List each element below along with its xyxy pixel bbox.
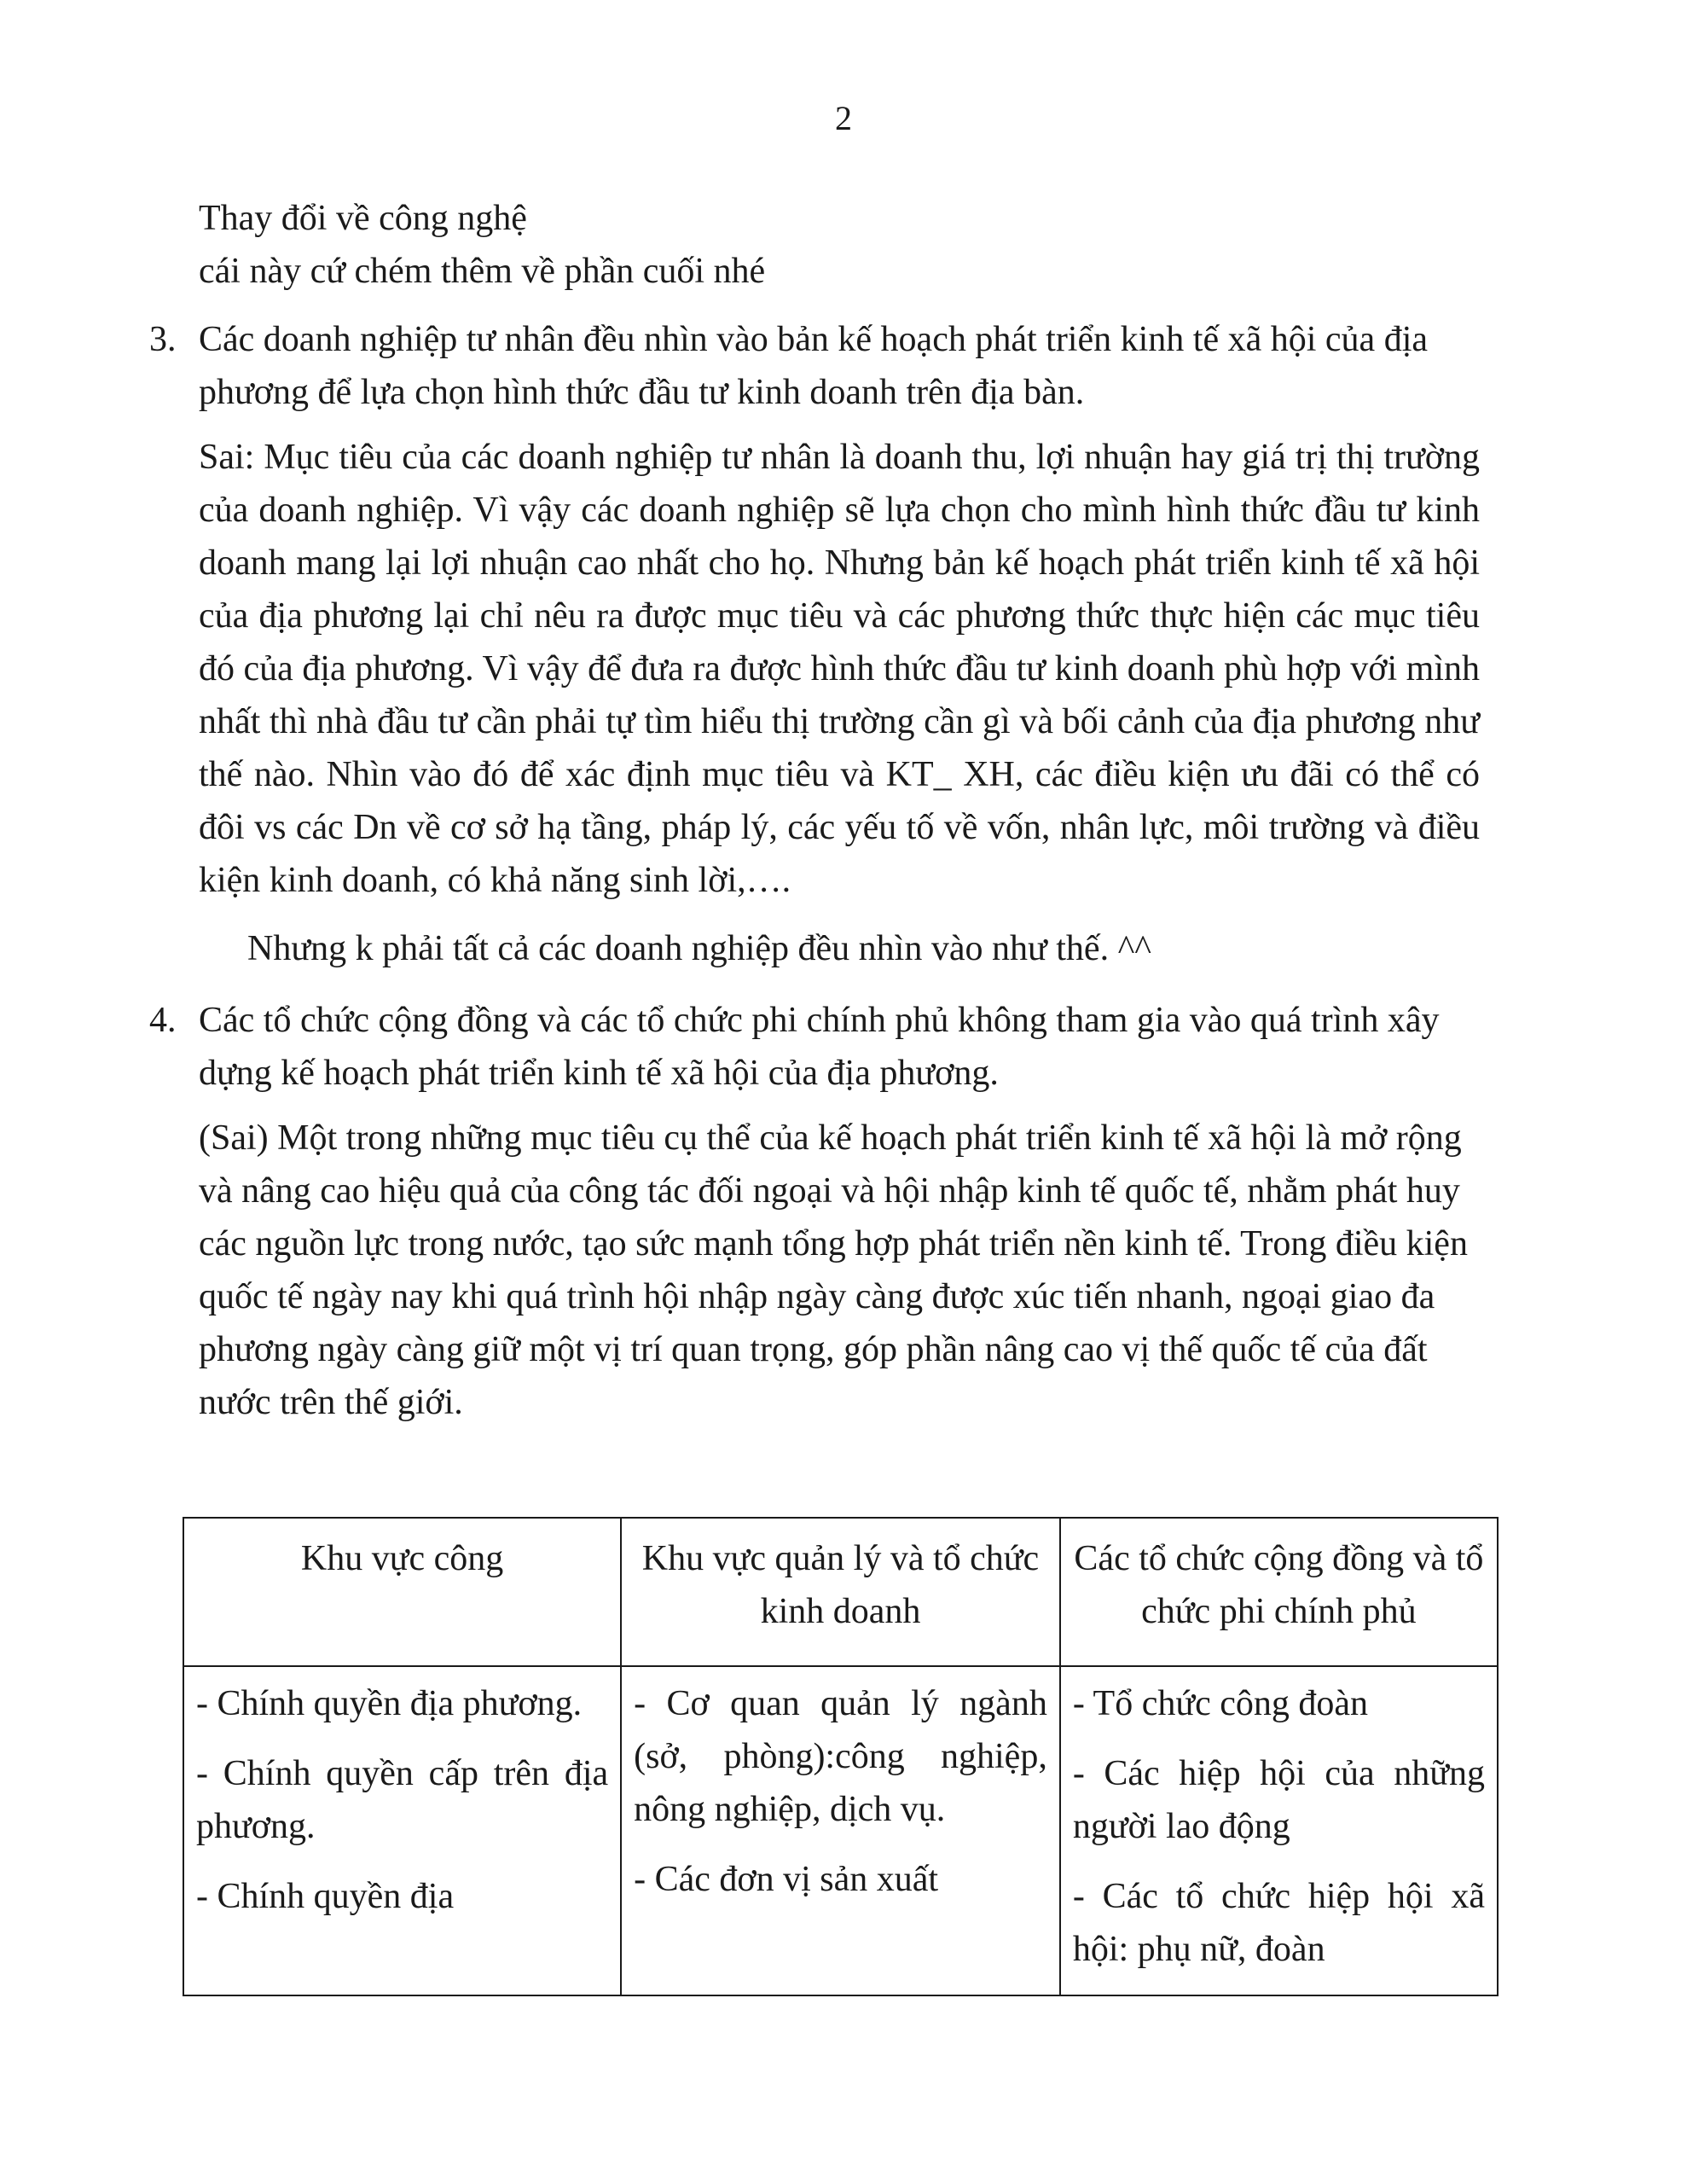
paragraph-note: cái này cứ chém thêm về phần cuối nhé	[199, 252, 766, 291]
cell-public-sector	[183, 1666, 621, 1995]
cell-line: - Chính quyền địa phương.	[196, 1684, 583, 1723]
header-business-sector: Khu vực quản lý và tổ chức kinh doanh	[621, 1518, 1060, 1666]
item-number: 4.	[149, 1001, 177, 1040]
cell-business-sector	[621, 1666, 1060, 1995]
document-body	[149, 192, 1480, 1444]
item-remark: Nhưng k phải tất cả các doanh nghiệp đều nhìn vào như thế. ^^	[247, 929, 1151, 968]
page-number: 2	[835, 99, 852, 137]
table-row	[183, 1666, 1498, 1995]
stakeholder-table	[183, 1517, 1499, 1996]
cell-line: - Chính quyền địa	[196, 1877, 455, 1916]
list-item-3	[149, 313, 1480, 419]
list-item-4	[149, 994, 1480, 1100]
item-statement: Các tổ chức cộng đồng và các tổ chức phi chính phủ không tham gia vào quá trình xây dựng kế hoạch phát triển kinh tế xã hội của địa phương.	[199, 1001, 1440, 1093]
item-answer: Sai: Mục tiêu của các doanh nghiệp tư nhân là doanh thu, lợi nhuận hay giá trị thị trường của doanh nghiệp. Vì vậy các doanh nghiệp sẽ lựa chọn cho mình hình thức đầu tư kinh doanh mang lại lợi nhuận cao nhất cho họ. Nhưng bản kế hoạch phát triển kinh tế xã hội của địa phương lại chỉ nêu ra được mục tiêu và các phương thức thực hiện các mục tiêu đó của địa phương. Vì vậy để đưa ra được hình thức đầu tư kinh doanh phù hợp với mình nhất thì nhà đầu tư cần phải tự tìm hiểu thị trường cần gì và bối cảnh của địa phương như thế nào. Nhìn vào đó để xác định mục tiêu và KT_ XH, các điều kiện ưu đãi có thể có đôi vs các Dn về cơ sở hạ tầng, pháp lý, các yếu tố về vốn, nhân lực, môi trường và điều kiện kinh doanh, có khả năng sinh lời,….	[199, 438, 1480, 900]
item-statement: Các doanh nghiệp tư nhân đều nhìn vào bản kế hoạch phát triển kinh tế xã hội của địa phương để lựa chọn hình thức đầu tư kinh doanh trên địa bàn.	[199, 320, 1429, 412]
cell-line: - Các đơn vị sản xuất	[634, 1860, 939, 1899]
table-header-row	[183, 1518, 1498, 1666]
cell-line: - Chính quyền cấp trên địa phương.	[196, 1754, 609, 1846]
header-community-ngo: Các tổ chức cộng đồng và tổ chức phi chính phủ	[1060, 1518, 1498, 1666]
cell-community-ngo	[1060, 1666, 1498, 1995]
item-answer: (Sai) Một trong những mục tiêu cụ thể của kế hoạch phát triển kinh tế xã hội là mở rộng và nâng cao hiệu quả của công tác đối ngoại và hội nhập kinh tế quốc tế, nhằm phát huy các nguồn lực trong nước, tạo sức mạnh tổng hợp phát triển nền kinh tế. Trong điều kiện quốc tế ngày nay khi quá trình hội nhập ngày càng được xúc tiến nhanh, ngoại giao đa phương ngày càng giữ một vị trí quan trọng, góp phần nâng cao vị thế quốc tế của đất nước trên thế giới.	[199, 1118, 1468, 1422]
cell-line: - Cơ quan quản lý ngành (sở, phòng):công nghiệp, nông nghiệp, dịch vụ.	[634, 1684, 1047, 1829]
item-number: 3.	[149, 320, 177, 359]
cell-line: - Các hiệp hội của những người lao động	[1072, 1754, 1485, 1846]
paragraph-technology: Thay đổi về công nghệ	[199, 199, 527, 238]
cell-line: - Các tổ chức hiệp hội xã hội: phụ nữ, đoàn	[1072, 1877, 1485, 1969]
cell-line: - Tổ chức công đoàn	[1072, 1684, 1369, 1723]
header-public-sector: Khu vực công	[183, 1518, 621, 1666]
